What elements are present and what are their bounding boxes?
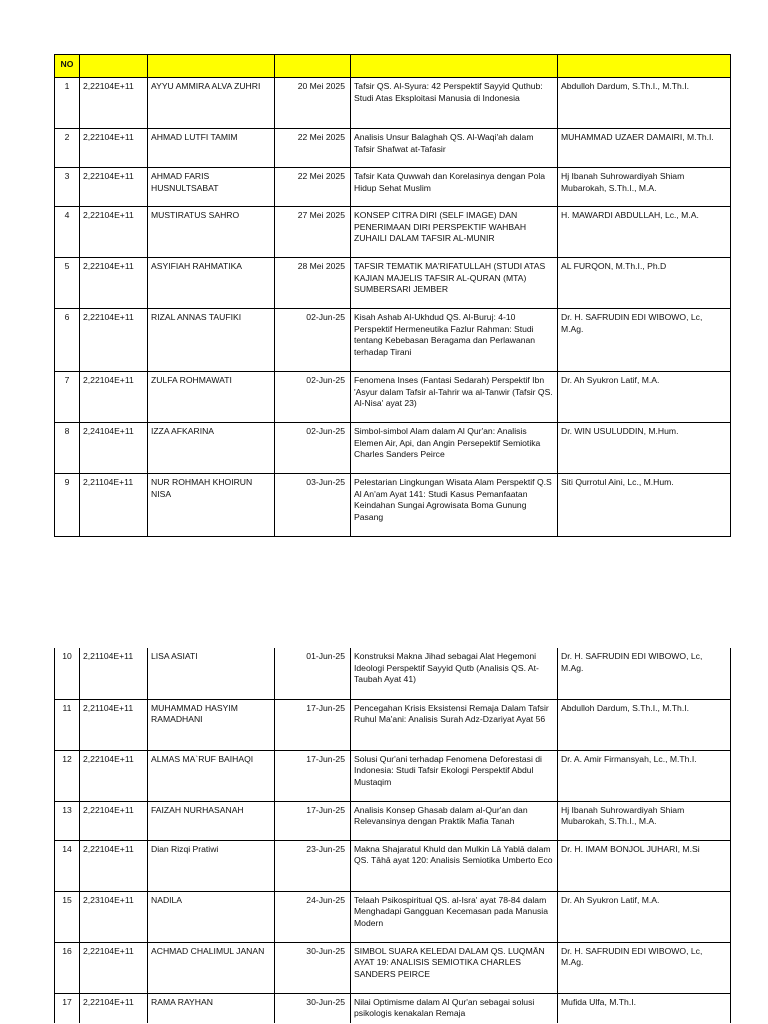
header-no: NO (55, 55, 80, 78)
row-thesis-title: Fenomena Inses (Fantasi Sedarah) Perspektif Ibn 'Asyur dalam Tafsir al-Tahrir wa al-Tanwir (Tafsir QS. Al-Nisa' ayat 23) (351, 372, 558, 423)
table-row (55, 801, 731, 840)
row-student-name: IZZA AFKARINA (148, 423, 275, 474)
row-student-name: AYYU AMMIRA ALVA ZUHRI (148, 78, 275, 129)
row-date: 22 Mei 2025 (275, 168, 351, 207)
row-supervisor: Dr. WIN USULUDDIN, M.Hum. (558, 423, 731, 474)
row-number: 16 (55, 942, 80, 993)
row-date: 27 Mei 2025 (275, 207, 351, 258)
row-student-name: LISA ASIATI (148, 648, 275, 699)
table-row (55, 129, 731, 168)
row-date: 20 Mei 2025 (275, 78, 351, 129)
row-date: 02-Jun-25 (275, 372, 351, 423)
row-number: 4 (55, 207, 80, 258)
row-thesis-title: Makna Shajaratul Khuld dan Mulkin Lā Yablā dalam QS. Tāhā ayat 120: Analisis Semiotika Umberto Eco (351, 840, 558, 891)
table-row (55, 309, 731, 372)
table-row (55, 648, 731, 699)
row-supervisor: Dr. Ah Syukron Latif, M.A. (558, 891, 731, 942)
row-nim: 2,23104E+11 (80, 891, 148, 942)
row-number: 17 (55, 993, 80, 1023)
row-thesis-title: Telaah Psikospiritual QS. al-Isra' ayat 78-84 dalam Menghadapi Gangguan Kecemasan pada Manusia Modern (351, 891, 558, 942)
row-student-name: ASYIFIAH RAHMATIKA (148, 258, 275, 309)
row-thesis-title: Solusi Qur'ani terhadap Fenomena Deforestasi di Indonesia: Studi Tafsir Ekologi Perspektif Abdul Mustaqim (351, 750, 558, 801)
row-supervisor: H. MAWARDI ABDULLAH, Lc., M.A. (558, 207, 731, 258)
row-thesis-title: Nilai Optimisme dalam Al Qur'an sebagai solusi psikologis kenakalan Remaja (351, 993, 558, 1023)
row-nim: 2,24104E+11 (80, 423, 148, 474)
row-thesis-title: Kisah Ashab Al-Ukhdud QS. Al-Buruj: 4-10 Perspektif Hermeneutika Fazlur Rahman: Studi tentang Kebebasan Beragama dan Perlawanan terhadap Tirani (351, 309, 558, 372)
table-row (55, 207, 731, 258)
row-number: 11 (55, 699, 80, 750)
row-student-name: MUHAMMAD HASYIM RAMADHANI (148, 699, 275, 750)
row-thesis-title: Analisis Konsep Ghasab dalam al-Qur'an dan Relevansinya dengan Praktik Mafia Tanah (351, 801, 558, 840)
row-student-name: NADILA (148, 891, 275, 942)
row-number: 3 (55, 168, 80, 207)
row-nim: 2,21104E+11 (80, 648, 148, 699)
row-nim: 2,22104E+11 (80, 78, 148, 129)
thesis-table-page-2 (54, 648, 731, 1023)
row-nim: 2,22104E+11 (80, 372, 148, 423)
row-student-name: Dian Rizqi Pratiwi (148, 840, 275, 891)
row-nim: 2,22104E+11 (80, 942, 148, 993)
row-date: 22 Mei 2025 (275, 129, 351, 168)
row-supervisor: Hj Ibanah Suhrowardiyah Shiam Mubarokah, S.Th.I., M.A. (558, 168, 731, 207)
row-nim: 2,22104E+11 (80, 309, 148, 372)
row-supervisor: Abdulloh Dardum, S.Th.I., M.Th.I. (558, 699, 731, 750)
thesis-table-page-1 (54, 54, 731, 537)
row-date: 17-Jun-25 (275, 750, 351, 801)
row-number: 14 (55, 840, 80, 891)
table-row (55, 993, 731, 1023)
row-thesis-title: SIMBOL SUARA KELEDAI DALAM QS. LUQMĀN AYAT 19: ANALISIS SEMIOTIKA CHARLES SANDERS PEIRCE (351, 942, 558, 993)
table-header-row (55, 55, 731, 78)
row-nim: 2,22104E+11 (80, 993, 148, 1023)
row-thesis-title: KONSEP CITRA DIRI (SELF IMAGE) DAN PENERIMAAN DIRI PERSPEKTIF WAHBAH ZUHAILI DALAM TAFSIR AL-MUNIR (351, 207, 558, 258)
row-nim: 2,22104E+11 (80, 840, 148, 891)
row-nim: 2,22104E+11 (80, 801, 148, 840)
row-supervisor: MUHAMMAD UZAER DAMAIRI, M.Th.I. (558, 129, 731, 168)
row-supervisor: Mufida Ulfa, M.Th.I. (558, 993, 731, 1023)
row-student-name: AHMAD LUTFI TAMIM (148, 129, 275, 168)
row-student-name: ACHMAD CHALIMUL JANAN (148, 942, 275, 993)
row-supervisor: Siti Qurrotul Aini, Lc., M.Hum. (558, 474, 731, 537)
row-supervisor: Dr. A. Amir Firmansyah, Lc., M.Th.I. (558, 750, 731, 801)
row-nim: 2,22104E+11 (80, 750, 148, 801)
table-row (55, 423, 731, 474)
row-thesis-title: TAFSIR TEMATIK MA'RIFATULLAH (STUDI ATAS KAJIAN MAJELIS TAFSIR AL-QURAN (MTA) SUMBERSARI JEMBER (351, 258, 558, 309)
row-thesis-title: Konstruksi Makna Jihad sebagai Alat Hegemoni Ideologi Perspektif Sayyid Qutb (Analisis QS. At-Taubah Ayat 41) (351, 648, 558, 699)
row-nim: 2,21104E+11 (80, 474, 148, 537)
table-row (55, 168, 731, 207)
header-date (275, 55, 351, 78)
row-supervisor: Abdulloh Dardum, S.Th.I., M.Th.I. (558, 78, 731, 129)
row-supervisor: AL FURQON, M.Th.I., Ph.D (558, 258, 731, 309)
row-date: 02-Jun-25 (275, 423, 351, 474)
row-supervisor: Dr. H. SAFRUDIN EDI WIBOWO, Lc, M.Ag. (558, 942, 731, 993)
row-number: 15 (55, 891, 80, 942)
row-nim: 2,22104E+11 (80, 258, 148, 309)
header-title (351, 55, 558, 78)
table-row (55, 699, 731, 750)
row-date: 23-Jun-25 (275, 840, 351, 891)
header-name (148, 55, 275, 78)
row-date: 01-Jun-25 (275, 648, 351, 699)
row-date: 02-Jun-25 (275, 309, 351, 372)
row-date: 30-Jun-25 (275, 993, 351, 1023)
row-thesis-title: Analisis Unsur Balaghah QS. Al-Waqi'ah dalam Tafsir Shafwat at-Tafasir (351, 129, 558, 168)
row-supervisor: Dr. Ah Syukron Latif, M.A. (558, 372, 731, 423)
row-nim: 2,21104E+11 (80, 699, 148, 750)
table-row (55, 372, 731, 423)
row-student-name: NUR ROHMAH KHOIRUN NISA (148, 474, 275, 537)
row-date: 03-Jun-25 (275, 474, 351, 537)
header-nim (80, 55, 148, 78)
row-supervisor: Dr. H. IMAM BONJOL JUHARI, M.Si (558, 840, 731, 891)
row-thesis-title: Pencegahan Krisis Eksistensi Remaja Dalam Tafsir Ruhul Ma'ani: Analisis Surah Adz-Dzariyat Ayat 56 (351, 699, 558, 750)
row-student-name: RAMA RAYHAN (148, 993, 275, 1023)
row-student-name: ZULFA ROHMAWATI (148, 372, 275, 423)
row-date: 28 Mei 2025 (275, 258, 351, 309)
table-row (55, 474, 731, 537)
row-number: 6 (55, 309, 80, 372)
row-thesis-title: Simbol-simbol Alam dalam Al Qur'an: Analisis Elemen Air, Api, dan Angin Persepektif Semiotika Charles Sanders Peirce (351, 423, 558, 474)
table-row (55, 750, 731, 801)
row-student-name: ALMAS MA`RUF BAIHAQI (148, 750, 275, 801)
row-student-name: AHMAD FARIS HUSNULTSABAT (148, 168, 275, 207)
row-number: 9 (55, 474, 80, 537)
row-date: 24-Jun-25 (275, 891, 351, 942)
row-number: 12 (55, 750, 80, 801)
row-number: 5 (55, 258, 80, 309)
row-student-name: MUSTIRATUS SAHRO (148, 207, 275, 258)
row-nim: 2,22104E+11 (80, 207, 148, 258)
table-row (55, 942, 731, 993)
row-thesis-title: Pelestarian Lingkungan Wisata Alam Perspektif Q.S Al An'am Ayat 141: Studi Kasus Pemanfaatan Keindahan Sungai Agrowisata Boma Gunung Pasang (351, 474, 558, 537)
row-thesis-title: Tafsir QS. Al-Syura: 42 Perspektif Sayyid Quthub: Studi Atas Eksploitasi Manusia di Indonesia (351, 78, 558, 129)
table-row (55, 78, 731, 129)
row-supervisor: Dr. H. SAFRUDIN EDI WIBOWO, Lc, M.Ag. (558, 648, 731, 699)
row-date: 17-Jun-25 (275, 801, 351, 840)
row-thesis-title: Tafsir Kata Quwwah dan Korelasinya dengan Pola Hidup Sehat Muslim (351, 168, 558, 207)
row-number: 10 (55, 648, 80, 699)
row-number: 1 (55, 78, 80, 129)
row-supervisor: Dr. H. SAFRUDIN EDI WIBOWO, Lc, M.Ag. (558, 309, 731, 372)
row-date: 17-Jun-25 (275, 699, 351, 750)
table-row (55, 891, 731, 942)
row-date: 30-Jun-25 (275, 942, 351, 993)
row-number: 13 (55, 801, 80, 840)
table-row (55, 840, 731, 891)
row-nim: 2,22104E+11 (80, 129, 148, 168)
header-supervisor (558, 55, 731, 78)
row-student-name: FAIZAH NURHASANAH (148, 801, 275, 840)
row-supervisor: Hj Ibanah Suhrowardiyah Shiam Mubarokah, S.Th.I., M.A. (558, 801, 731, 840)
table-row (55, 258, 731, 309)
row-number: 7 (55, 372, 80, 423)
row-nim: 2,22104E+11 (80, 168, 148, 207)
row-number: 2 (55, 129, 80, 168)
row-student-name: RIZAL ANNAS TAUFIKI (148, 309, 275, 372)
row-number: 8 (55, 423, 80, 474)
